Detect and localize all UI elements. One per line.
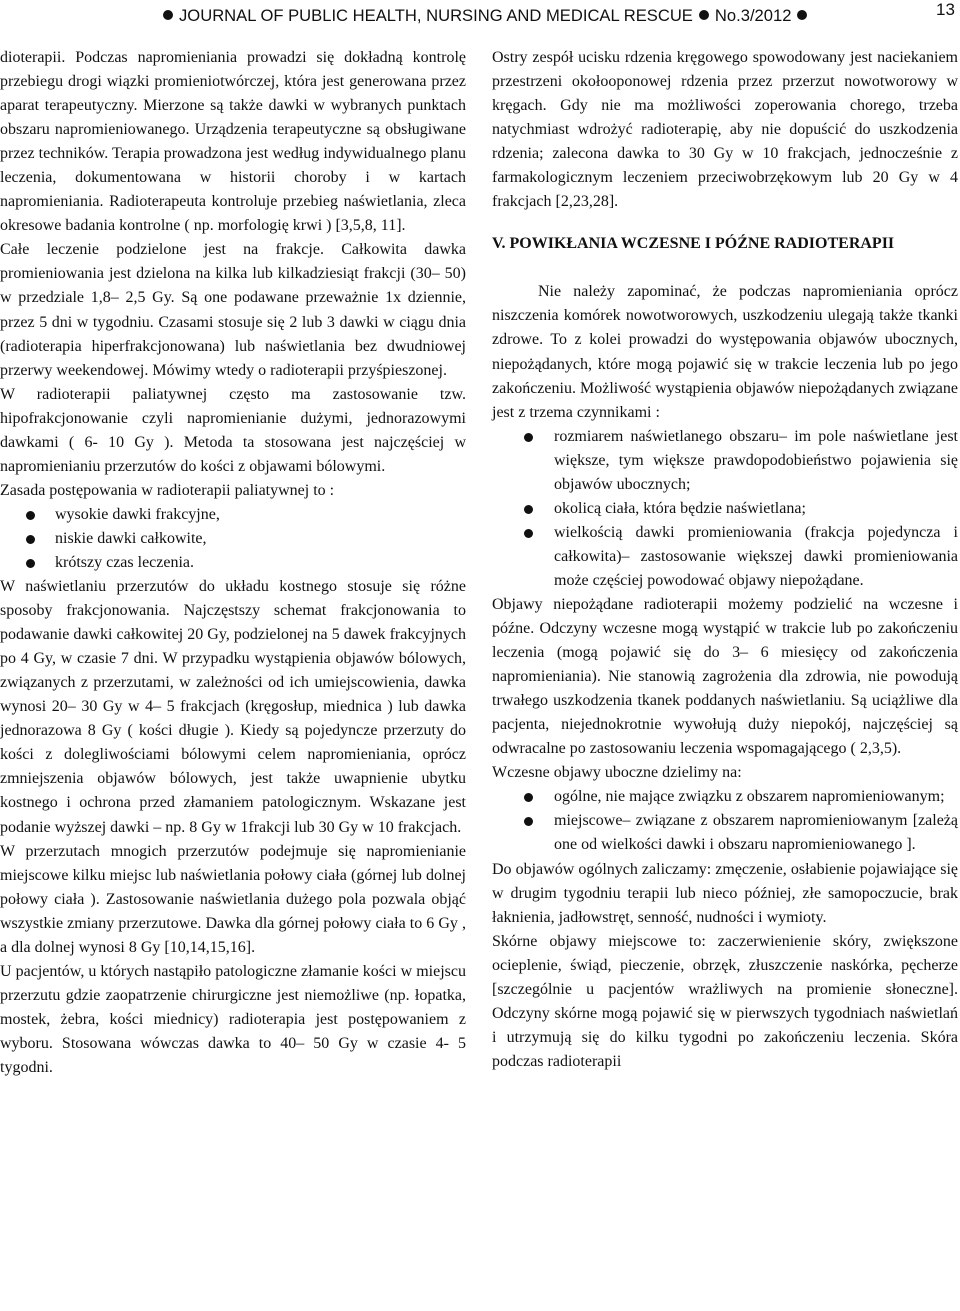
bullet-icon	[524, 505, 533, 514]
bullet-icon	[26, 559, 35, 568]
paragraph: Objawy niepożądane radioterapii możemy podzielić na wczesne i późne. Odczyny wczesne mogą wystąpić w trakcie lub po zakończeniu leczenia (mogą pojawić się do 3– 6 miesięcy od zakończenia napromieniania). Nie stanowią zagrożenia dla zdrowia, nie powodują trwałego uszkodzenia tkanek poddanych naświetlaniu. Są uciążliwe dla pacjenta, niejednokrotnie wywołują duży niepokój, najczęściej są odwracalne po zastosowaniu leczenia wspomagającego ( 2,3,5).	[492, 595, 958, 758]
bullet-list	[0, 503, 466, 575]
list-item-text: ogólne, nie mające związku z obszarem napromieniowanym;	[554, 788, 945, 806]
list-item	[492, 785, 958, 809]
paragraph: W naświetlaniu przerzutów do układu kostnego stosuje się różne sposoby frakcjonowania. Najczęstszy schemat frakcjonowania to podawanie dawki całkowitej 20 Gy, podzielonej na 5 dawek frakcyjnych po 4 Gy, w czasie 7 dni. W przypadku wystąpienia objawów bólowych, związanych z przerzutami, w zależności od ich umiejscowienia, dawka wynosi 20– 30 Gy w 4– 5 frakcjach (kręgosłup, miednica ) lub dawka jednorazowa 8 Gy ( kości długie ). Kiedy są pojedyncze przerzuty do kości z dolegliwościami bólowymi celem napromieniania, oprócz zmniejszenia objawów bólowych, jest także uwapnienie ubytku kostnego i ochrona przed złamaniem patologicznym. Wskazane jest podanie wyższej dawki – np. 8 Gy w 1frakcji lub 30 Gy w 10 frakcjach.	[0, 578, 466, 836]
running-header	[0, 0, 960, 30]
bullet-icon	[524, 793, 533, 802]
list-item-text: rozmiarem naświetlanego obszaru– im pole naświetlane jest większe, tym większe prawdopodobieństwo pojawienia się objawów ubocznych;	[554, 427, 958, 493]
journal-header	[157, 6, 813, 26]
list-item-text: okolicą ciała, która będzie naświetlana;	[554, 499, 806, 517]
bullet-list	[492, 425, 958, 593]
list-item	[0, 527, 466, 551]
list-item	[492, 521, 958, 593]
page-number: 13	[936, 0, 955, 19]
list-item-text: wysokie dawki frakcyjne,	[55, 505, 220, 523]
list-item	[492, 809, 958, 857]
bullet-icon	[797, 10, 807, 20]
list-item	[492, 497, 958, 521]
issue-number: No.3/2012	[714, 6, 792, 25]
list-item-text: wielkością dawki promieniowania (frakcja pojedyncza i całkowita)– zastosowanie większej dawki promieniowania może częściej powodować objawy niepożądane.	[554, 523, 958, 589]
journal-title: JOURNAL OF PUBLIC HEALTH, NURSING AND MEDICAL RESCUE	[179, 6, 693, 25]
bullet-icon	[26, 535, 35, 544]
paragraph: dioterapii. Podczas napromieniania prowadzi się dokładną kontrolę przebiegu drogi wiązki promieniotwórczej, która jest generowana przez aparat terapeutyczny. Mierzone są także dawki w wybranych punktach obszaru napromieniowanego. Urządzenia terapeutyczne są obsługiwane przez techników. Terapia prowadzona jest według indywidualnego planu leczenia, dokumentowana w historii choroby i w kartach napromieniania. Radioterapeuta kontroluje przebieg naświetlania, zleca okresowe badania kontrolne ( np. morfologię krwi ) [3,5,8, 11].	[0, 49, 466, 235]
bullet-icon	[524, 529, 533, 538]
list-item	[0, 551, 466, 575]
paragraph: Nie należy zapominać, że podczas napromieniania oprócz niszczenia komórek nowotworowych, uszkodzeniu ulegają także tkanki zdrowe. To z kolei prowadzi do występowania objawów ubocznych, niepożądanych, które mogą pojawić się w trakcie leczenia lub po jego zakończeniu. Możliwość wystąpienia objawów niepożądanych związane jest z trzema czynnikami :	[492, 283, 958, 421]
paragraph: W radioterapii paliatywnej często ma zastosowanie tzw. hipofrakcjonowanie czyli napromienianie dużymi, jednorazowymi dawkami ( 6- 10 Gy ). Metoda ta stosowana jest najczęściej w napromienianiu przerzutów do kości z objawami bólowymi.	[0, 385, 466, 475]
right-column	[492, 46, 958, 1074]
paragraph: Całe leczenie podzielone jest na frakcje. Całkowita dawka promieniowania jest dzielona na kilka lub kilkadziesiąt frakcji (30– 50) w przedziale 1,8– 2,5 Gy. Są one podawane przeważnie 1x dziennie, przez 5 dni w tygodniu. Czasami stosuje się 2 lub 3 dawki w ciągu dnia (radioterapia hiperfrakcjonowana) lub naświetlania bez dwudniowej przerwy weekendowej. Mówimy wtedy o radioterapii przyśpieszonej.	[0, 241, 466, 379]
list-item	[0, 503, 466, 527]
list-item-text: krótszy czas leczenia.	[55, 553, 195, 571]
bullet-icon	[26, 511, 35, 520]
section-heading: V. POWIKŁANIA WCZESNE I PÓŹNE RADIOTERAPII	[492, 235, 895, 253]
list-item	[492, 425, 958, 497]
bullet-icon	[163, 10, 173, 20]
paragraph: Wczesne objawy uboczne dzielimy na:	[492, 764, 742, 782]
bullet-icon	[699, 10, 709, 20]
paragraph: Zasada postępowania w radioterapii paliatywnej to :	[0, 481, 335, 499]
list-item-text: niskie dawki całkowite,	[55, 529, 207, 547]
paragraph: Do objawów ogólnych zaliczamy: zmęczenie, osłabienie pojawiające się w drugim tygodniu terapii lub nieco później, złe samopoczucie, brak łaknienia, jadłowstręt, senność, nudności i wymioty.	[492, 860, 958, 926]
paragraph: W przerzutach mnogich przerzutów podejmuje się napromienianie miejscowe kilku miejsc lub naświetlania połowy ciała (górnej lub dolnej połowy ciała ). Zastosowanie naświetlania dużego pola pozwala objąć wszystkie zmiany przerzutowe. Dawka dla górnej połowy ciała to 6 Gy , a dla dolnej wynosi 8 Gy [10,14,15,16].	[0, 842, 466, 956]
paragraph: Ostry zespół ucisku rdzenia kręgowego spowodowany jest naciekaniem przestrzeni okołooponowej rdzenia przez przerzut nowotworowy w kręgach. Gdy nie ma możliwości zoperowania chorego, trzeba natychmiast wdrożyć radioterapię, aby nie dopuścić do uszkodzenia rdzenia; zalecona dawka to 30 Gy w 10 frakcjach, jednocześnie z farmakologicznym leczeniem przeciwobrzękowym lub 20 Gy w 4 frakcjach [2,23,28].	[492, 49, 958, 211]
left-column	[0, 46, 466, 1080]
bullet-list	[492, 785, 958, 857]
paragraph: Skórne objawy miejscowe to: zaczerwienienie skóry, zwiększone ocieplenie, świąd, pieczenie, obrzęk, złuszczenie naskórka, pęcherze [szczególnie u pacjentów wrażliwych na promienie słoneczne]. Odczyny skórne mogą pojawić się w pierwszych tygodniach naświetlań i utrzymują się do kilku tygodni po zakończeniu leczenia. Skóra podczas radioterapii	[492, 932, 958, 1070]
bullet-icon	[524, 433, 533, 442]
paragraph: U pacjentów, u których nastąpiło patologiczne złamanie kości w miejscu przerzutu gdzie zaopatrzenie chirurgiczne jest niemożliwe (np. łopatka, mostek, żebra, kości miednicy) radioterapia jest postępowaniem z wyboru. Stosowana wówczas dawka to 40– 50 Gy w czasie 4- 5 tygodni.	[0, 962, 466, 1076]
list-item-text: miejscowe– związane z obszarem napromieniowanym [zależą one od wielkości dawki i obszaru napromieniowanego ].	[554, 812, 958, 854]
bullet-icon	[524, 817, 533, 826]
